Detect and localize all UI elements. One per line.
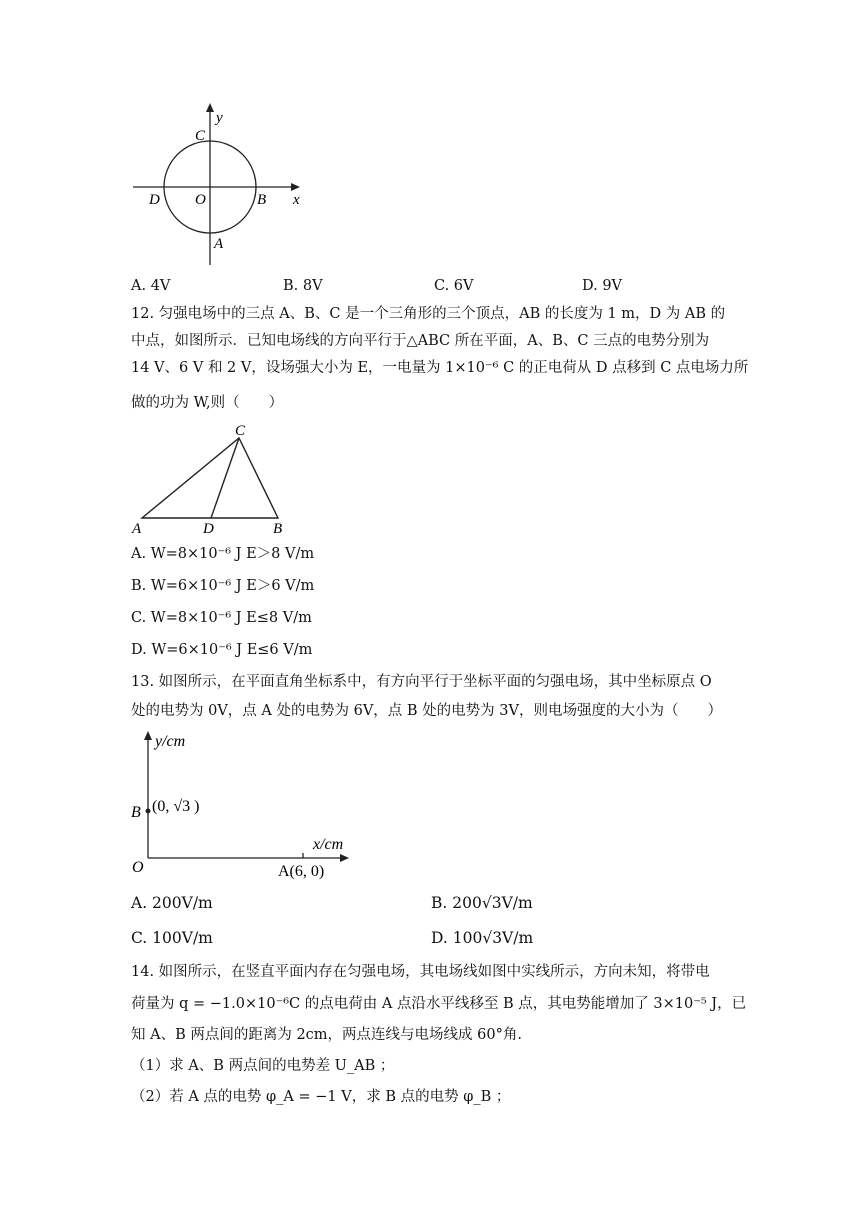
- q12-triangle: [142, 438, 278, 518]
- q12-label-c: C: [235, 423, 246, 439]
- q11-label-y: y: [216, 110, 223, 126]
- q13-option-d: D. 100√3V/m: [431, 929, 534, 947]
- q11-x-arrow: [291, 183, 300, 191]
- q13-option-c: C. 100V/m: [131, 929, 213, 947]
- q13-label-a: A(6, 0): [278, 863, 325, 880]
- q11-label-x: x: [293, 192, 300, 208]
- q13-line-1: 13. 如图所示，在平面直角坐标系中，有方向平行于坐标平面的匀强电场，其中坐标原点 O: [131, 674, 712, 690]
- q12-line-3: 14 V、6 V 和 2 V，设场强大小为 E，一电量为 1×10⁻⁶ C 的正电荷从 D 点移到 C 点电场力所: [131, 360, 749, 376]
- q13-label-o: O: [132, 859, 144, 876]
- q12-line-2: 中点，如图所示．已知电场线的方向平行于△ABC 所在平面，A、B、C 三点的电势分别为: [131, 333, 710, 349]
- q11-label-d: D: [149, 192, 160, 208]
- q12-figure: [128, 420, 298, 538]
- q13-label-b: B: [131, 804, 141, 821]
- q13-option-a: A. 200V/m: [131, 894, 213, 912]
- q13-x-arrow: [340, 854, 349, 862]
- q12-line-1: 12. 匀强电场中的三点 A、B、C 是一个三角形的三个顶点，AB 的长度为 1 m，D 为 AB 的: [131, 306, 726, 322]
- q11-option-b: B. 8V: [283, 278, 323, 294]
- q12-option-c: C. W=8×10⁻⁶ J E≤8 V/m: [131, 610, 312, 626]
- q11-label-b: B: [257, 192, 267, 208]
- q13-label-x-axis: x/cm: [313, 836, 344, 853]
- q13-label-b-coord: (0, √3 ): [152, 798, 200, 815]
- q12-option-d: D. W=6×10⁻⁶ J E≤6 V/m: [131, 642, 313, 658]
- q13-point-b: [146, 809, 151, 814]
- q13-line-2: 处的电势为 0V，点 A 处的电势为 6V，点 B 处的电势为 3V，则电场强度的大小为（ ）: [131, 703, 722, 719]
- q13-label-y-axis: y/cm: [155, 733, 186, 750]
- q13-y-arrow: [144, 731, 152, 740]
- q11-label-o: O: [195, 192, 206, 208]
- q14-line-4: （1）求 A、B 两点间的电势差 U_AB ；: [131, 1058, 395, 1074]
- q14-line-2: 荷量为 q = −1.0×10⁻⁶C 的点电荷由 A 点沿水平线移至 B 点，其电势能增加了 3×10⁻⁵ J，已: [131, 996, 747, 1012]
- q14-line-3: 知 A、B 两点间的距离为 2cm，两点连线与电场线成 60°角.: [131, 1027, 522, 1043]
- q11-option-c: C. 6V: [434, 278, 474, 294]
- q12-label-d: D: [203, 521, 214, 537]
- q14-line-1: 14. 如图所示，在竖直平面内存在匀强电场，其电场线如图中实线所示，方向未知，将带电: [131, 964, 710, 980]
- q12-option-a: A. W=8×10⁻⁶ J E＞8 V/m: [131, 546, 315, 562]
- q12-label-b: B: [273, 521, 283, 537]
- q11-label-a: A: [214, 236, 224, 252]
- q11-y-arrow: [206, 103, 214, 112]
- q12-option-b: B. W=6×10⁻⁶ J E＞6 V/m: [131, 578, 315, 594]
- q12-line-4: 做的功为 W,则（ ）: [131, 395, 284, 411]
- q13-figure: [128, 728, 358, 883]
- q14-line-5: （2）若 A 点的电势 φ_A = −1 V，求 B 点的电势 φ_B ；: [131, 1089, 511, 1105]
- q13-option-b: B. 200√3V/m: [431, 894, 533, 912]
- q11-label-c: C: [195, 128, 206, 144]
- q11-figure: [128, 100, 318, 270]
- q12-label-a: A: [132, 521, 142, 537]
- q11-option-a: A. 4V: [131, 278, 171, 294]
- q11-option-d: D. 9V: [582, 278, 623, 294]
